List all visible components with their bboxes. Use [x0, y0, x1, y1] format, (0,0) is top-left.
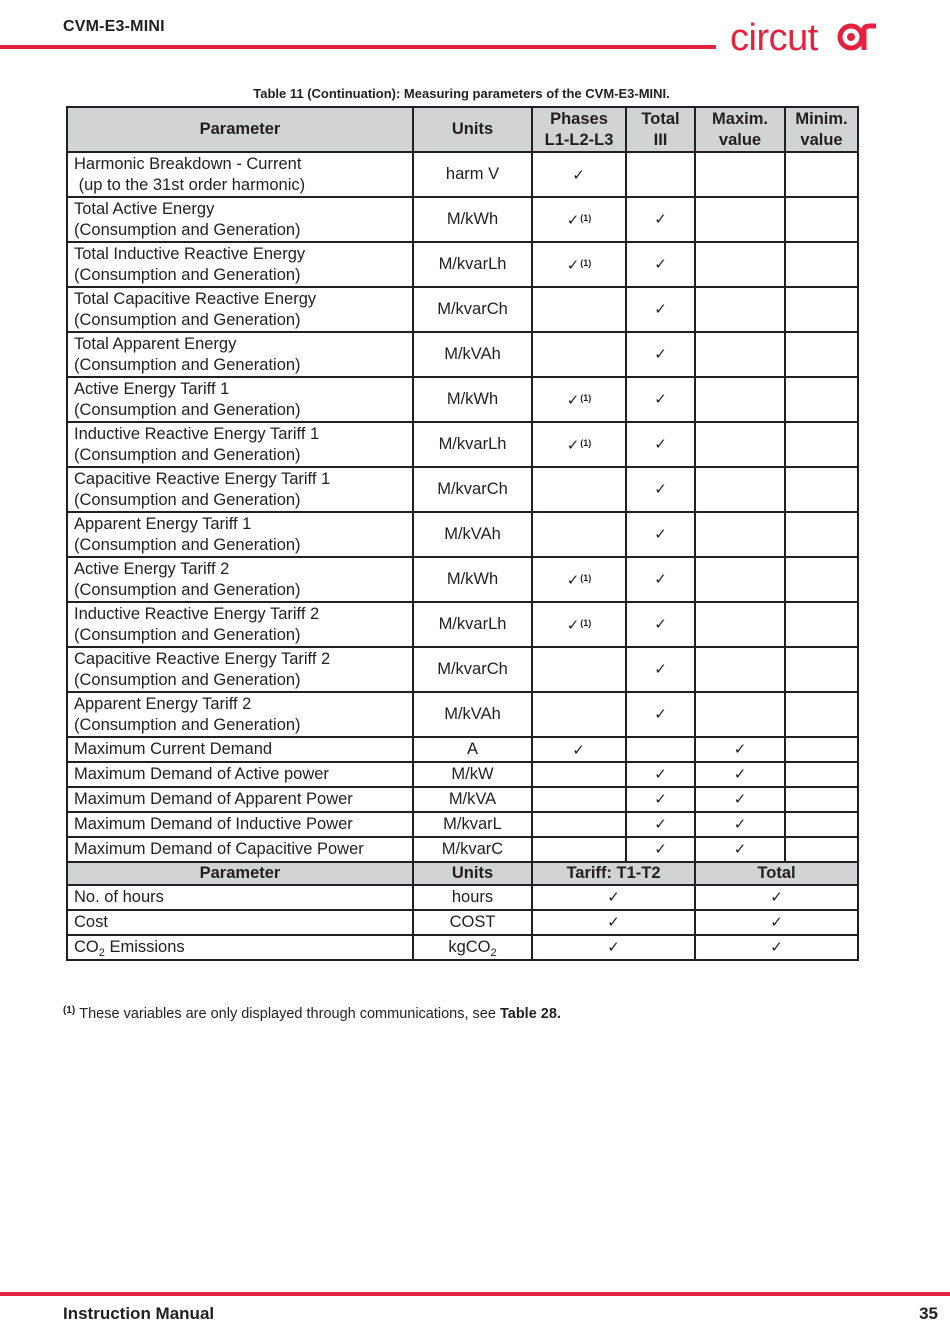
parameter-text: Emissions — [104, 938, 185, 956]
parameter-line: (Consumption and Generation) — [74, 265, 301, 284]
units-cell: M/kVA — [413, 787, 532, 812]
check-icon: ✓ — [566, 572, 580, 589]
units-cell: M/kvarC — [413, 837, 532, 862]
units-cell: A — [413, 737, 532, 762]
total-cell — [626, 837, 695, 862]
tariff-row — [67, 935, 858, 960]
maxim-cell — [695, 837, 785, 862]
parameter-text: Cost — [74, 913, 108, 931]
subscript: 2 — [490, 947, 497, 959]
footer-manual-label: Instruction Manual — [63, 1304, 215, 1323]
tariff-cell — [532, 935, 695, 960]
total-cell — [626, 287, 695, 332]
parameter-line: Inductive Reactive Energy Tariff 2 — [74, 604, 320, 623]
total-cell — [695, 910, 858, 935]
parameter-line: Total Inductive Reactive Energy — [74, 244, 306, 263]
footnote-ref: (1) — [580, 618, 592, 628]
total-cell — [626, 557, 695, 602]
footnote-ref: (1) — [580, 213, 592, 223]
table-row — [67, 602, 858, 647]
parameter-line: (Consumption and Generation) — [74, 445, 301, 464]
check-icon: ✓ — [733, 841, 747, 858]
table-row — [67, 692, 858, 737]
parameter-cell — [67, 152, 413, 197]
maxim-cell — [695, 692, 785, 737]
header-phases: Phases L1-L2-L3 — [532, 107, 626, 152]
check-icon: ✓ — [654, 526, 667, 543]
table-row — [67, 377, 858, 422]
table-caption: Table 11 (Continuation): Measuring parameters of the CVM-E3-MINI. — [253, 86, 670, 101]
tariff-header-total: Total — [695, 862, 858, 885]
parameter-text: CO — [74, 938, 99, 956]
phases-cell — [532, 467, 626, 512]
svg-text:circut: circut — [730, 17, 818, 58]
phases-cell — [532, 287, 626, 332]
total-cell — [626, 332, 695, 377]
measuring-parameters-table — [66, 106, 859, 961]
table-row — [67, 422, 858, 467]
check-icon: ✓ — [654, 816, 667, 833]
units-text: kgCO — [448, 938, 491, 956]
table-row — [67, 787, 858, 812]
parameter-line: Active Energy Tariff 2 — [74, 559, 230, 578]
maxim-cell — [695, 422, 785, 467]
parameter-cell — [67, 910, 413, 935]
check-icon: ✓ — [654, 346, 667, 363]
phases-cell — [532, 242, 626, 287]
table-row — [67, 762, 858, 787]
check-icon: ✓ — [733, 791, 747, 808]
footnote-ref: (1) — [580, 573, 592, 583]
table-header-row — [67, 107, 858, 152]
parameter-line: Capacitive Reactive Energy Tariff 1 — [74, 469, 331, 488]
total-cell — [626, 787, 695, 812]
phases-cell — [532, 152, 626, 197]
parameter-line: (Consumption and Generation) — [74, 355, 301, 374]
units-cell: M/kVAh — [413, 692, 532, 737]
footnote-ref: (1) — [580, 258, 592, 268]
maxim-cell — [695, 762, 785, 787]
table-row — [67, 242, 858, 287]
check-icon: ✓ — [733, 741, 747, 758]
phases-cell — [532, 737, 626, 762]
units-cell: M/kWh — [413, 377, 532, 422]
parameter-cell — [67, 242, 413, 287]
table-row — [67, 512, 858, 557]
minim-cell — [785, 692, 858, 737]
parameter-line: Total Active Energy — [74, 199, 215, 218]
parameter-line: (Consumption and Generation) — [74, 580, 301, 599]
total-cell — [626, 467, 695, 512]
check-icon: ✓ — [770, 914, 783, 931]
minim-cell — [785, 737, 858, 762]
parameter-cell — [67, 737, 413, 762]
units-cell: M/kW — [413, 762, 532, 787]
units-cell — [413, 910, 532, 935]
units-cell: M/kvarLh — [413, 422, 532, 467]
phases-cell — [532, 787, 626, 812]
check-icon: ✓ — [654, 661, 667, 678]
units-cell: harm V — [413, 152, 532, 197]
header-minim: Minim. value — [785, 107, 858, 152]
units-cell — [413, 885, 532, 910]
phases-cell — [532, 332, 626, 377]
check-icon: ✓ — [572, 742, 585, 759]
minim-cell — [785, 422, 858, 467]
maxim-cell — [695, 467, 785, 512]
phases-cell — [532, 557, 626, 602]
parameter-cell — [67, 762, 413, 787]
maxim-cell — [695, 242, 785, 287]
check-icon: ✓ — [654, 706, 667, 723]
table-row — [67, 737, 858, 762]
table-row — [67, 287, 858, 332]
units-text: COST — [449, 913, 496, 931]
table-row — [67, 647, 858, 692]
table-row — [67, 837, 858, 862]
check-icon: ✓ — [770, 889, 783, 906]
subscript: 2 — [98, 947, 105, 959]
parameter-line: Maximum Current Demand — [74, 740, 273, 758]
parameter-line: Capacitive Reactive Energy Tariff 2 — [74, 649, 331, 668]
maxim-cell — [695, 602, 785, 647]
total-cell — [626, 242, 695, 287]
parameter-line: Apparent Energy Tariff 2 — [74, 694, 252, 713]
check-icon: ✓ — [607, 939, 620, 956]
parameter-cell — [67, 885, 413, 910]
phases-cell — [532, 692, 626, 737]
minim-cell — [785, 762, 858, 787]
check-icon: ✓ — [654, 616, 667, 633]
units-cell: M/kVAh — [413, 332, 532, 377]
footnote-ref: (1) — [580, 393, 592, 403]
check-icon: ✓ — [654, 791, 667, 808]
units-cell: M/kvarLh — [413, 602, 532, 647]
footnote — [63, 1005, 561, 1022]
check-icon: ✓ — [607, 889, 620, 906]
parameter-cell — [67, 837, 413, 862]
parameter-cell — [67, 935, 413, 960]
minim-cell — [785, 837, 858, 862]
parameter-line: (Consumption and Generation) — [74, 310, 301, 329]
check-icon: ✓ — [566, 257, 580, 274]
parameter-cell — [67, 647, 413, 692]
phases-cell — [532, 602, 626, 647]
parameter-line: Inductive Reactive Energy Tariff 1 — [74, 424, 320, 443]
minim-cell — [785, 512, 858, 557]
check-icon: ✓ — [654, 391, 667, 408]
units-cell: M/kWh — [413, 557, 532, 602]
parameter-cell — [67, 692, 413, 737]
tariff-header-units: Units — [413, 862, 532, 885]
phases-cell — [532, 197, 626, 242]
check-icon: ✓ — [654, 841, 667, 858]
table-row — [67, 332, 858, 377]
check-icon: ✓ — [566, 437, 580, 454]
tariff-row — [67, 885, 858, 910]
check-icon: ✓ — [654, 436, 667, 453]
parameter-line: (Consumption and Generation) — [74, 670, 301, 689]
parameter-line: (Consumption and Generation) — [74, 490, 301, 509]
parameter-line: (up to the 31st order harmonic) — [74, 175, 306, 194]
units-cell: M/kvarLh — [413, 242, 532, 287]
total-cell — [626, 812, 695, 837]
phases-cell — [532, 837, 626, 862]
footer-rule — [0, 1292, 950, 1296]
total-cell — [626, 737, 695, 762]
header-units: Units — [413, 107, 532, 152]
parameter-line: Harmonic Breakdown - Current — [74, 154, 302, 173]
footnote-text: These variables are only displayed through communications, see — [79, 1006, 500, 1022]
check-icon: ✓ — [733, 816, 747, 833]
check-icon: ✓ — [566, 617, 580, 634]
minim-cell — [785, 242, 858, 287]
header-total: Total III — [626, 107, 695, 152]
units-cell — [413, 935, 532, 960]
check-icon: ✓ — [654, 571, 667, 588]
minim-cell — [785, 602, 858, 647]
header-parameter: Parameter — [67, 107, 413, 152]
header-maxim: Maxim. value — [695, 107, 785, 152]
check-icon: ✓ — [654, 301, 667, 318]
parameter-line: (Consumption and Generation) — [74, 715, 301, 734]
maxim-cell — [695, 287, 785, 332]
tariff-row — [67, 910, 858, 935]
tariff-header-row — [67, 862, 858, 885]
maxim-cell — [695, 737, 785, 762]
page-number: 35 — [919, 1304, 938, 1323]
minim-cell — [785, 812, 858, 837]
minim-cell — [785, 467, 858, 512]
table-row — [67, 152, 858, 197]
parameter-cell — [67, 422, 413, 467]
tariff-header-parameter: Parameter — [67, 862, 413, 885]
parameter-cell — [67, 197, 413, 242]
parameter-cell — [67, 812, 413, 837]
maxim-cell — [695, 557, 785, 602]
parameter-cell — [67, 557, 413, 602]
parameter-text: No. of hours — [74, 888, 164, 906]
check-icon: ✓ — [572, 167, 585, 184]
check-icon: ✓ — [654, 256, 667, 273]
document-title: CVM-E3-MINI — [63, 18, 165, 35]
units-text: hours — [451, 888, 494, 906]
minim-cell — [785, 152, 858, 197]
tariff-header-tariff: Tariff: T1-T2 — [532, 862, 695, 885]
tariff-cell — [532, 885, 695, 910]
table-row — [67, 812, 858, 837]
units-cell: M/kvarCh — [413, 467, 532, 512]
table-row — [67, 197, 858, 242]
total-cell — [695, 885, 858, 910]
units-cell: M/kvarCh — [413, 287, 532, 332]
maxim-cell — [695, 332, 785, 377]
circutor-logo — [730, 14, 880, 58]
minim-cell — [785, 197, 858, 242]
parameter-line: Maximum Demand of Apparent Power — [74, 790, 353, 808]
total-cell — [626, 512, 695, 557]
parameter-cell — [67, 512, 413, 557]
parameter-line: (Consumption and Generation) — [74, 625, 301, 644]
maxim-cell — [695, 787, 785, 812]
phases-cell — [532, 422, 626, 467]
maxim-cell — [695, 512, 785, 557]
tariff-cell — [532, 910, 695, 935]
maxim-cell — [695, 812, 785, 837]
maxim-cell — [695, 377, 785, 422]
footnote-reference: Table 28. — [499, 1006, 561, 1022]
parameter-cell — [67, 602, 413, 647]
phases-cell — [532, 647, 626, 692]
total-cell — [626, 602, 695, 647]
minim-cell — [785, 647, 858, 692]
check-icon: ✓ — [654, 481, 667, 498]
header-rule — [0, 45, 716, 49]
footnote-ref: (1) — [580, 438, 592, 448]
parameter-line: Apparent Energy Tariff 1 — [74, 514, 252, 533]
minim-cell — [785, 787, 858, 812]
parameter-line: Total Apparent Energy — [74, 334, 237, 353]
parameter-line: (Consumption and Generation) — [74, 535, 301, 554]
table-row — [67, 467, 858, 512]
check-icon: ✓ — [654, 211, 667, 228]
total-cell — [695, 935, 858, 960]
parameter-line: Active Energy Tariff 1 — [74, 379, 230, 398]
units-cell: M/kVAh — [413, 512, 532, 557]
parameter-line: Maximum Demand of Inductive Power — [74, 815, 353, 833]
phases-cell — [532, 377, 626, 422]
check-icon: ✓ — [733, 766, 747, 783]
tariff-section — [67, 862, 858, 960]
total-cell — [626, 152, 695, 197]
parameter-line: Maximum Demand of Active power — [74, 765, 329, 783]
minim-cell — [785, 557, 858, 602]
minim-cell — [785, 377, 858, 422]
maxim-cell — [695, 197, 785, 242]
footnote-mark: (1) — [63, 1005, 76, 1016]
total-cell — [626, 377, 695, 422]
parameter-cell — [67, 467, 413, 512]
check-icon: ✓ — [770, 939, 783, 956]
minim-cell — [785, 332, 858, 377]
parameter-line: Total Capacitive Reactive Energy — [74, 289, 317, 308]
phases-cell — [532, 812, 626, 837]
units-cell: M/kvarL — [413, 812, 532, 837]
units-cell: M/kWh — [413, 197, 532, 242]
parameter-line: Maximum Demand of Capacitive Power — [74, 840, 364, 858]
parameter-cell — [67, 787, 413, 812]
total-cell — [626, 692, 695, 737]
check-icon: ✓ — [654, 766, 667, 783]
check-icon: ✓ — [607, 914, 620, 931]
phases-cell — [532, 762, 626, 787]
total-cell — [626, 197, 695, 242]
minim-cell — [785, 287, 858, 332]
check-icon: ✓ — [566, 212, 580, 229]
total-cell — [626, 422, 695, 467]
parameter-cell — [67, 332, 413, 377]
check-icon: ✓ — [566, 392, 580, 409]
maxim-cell — [695, 152, 785, 197]
parameter-line: (Consumption and Generation) — [74, 400, 301, 419]
table-row — [67, 557, 858, 602]
parameter-line: (Consumption and Generation) — [74, 220, 301, 239]
total-cell — [626, 647, 695, 692]
parameter-rows — [67, 152, 858, 862]
parameter-cell — [67, 287, 413, 332]
total-cell — [626, 762, 695, 787]
units-cell: M/kvarCh — [413, 647, 532, 692]
phases-cell — [532, 512, 626, 557]
maxim-cell — [695, 647, 785, 692]
parameter-cell — [67, 377, 413, 422]
